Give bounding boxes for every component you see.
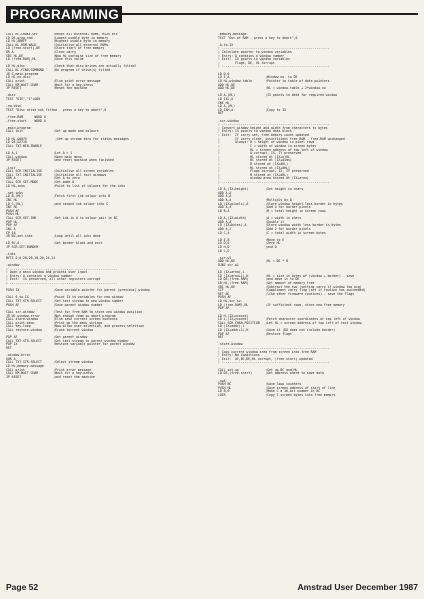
code-line: JP RESET ;and reset the machine xyxy=(6,374,95,379)
code-line: CALL KL.ROM.WALK ;Initialise all external ROMs xyxy=(6,42,109,47)
code-line: LD DE,prog.end ;Lowest usable byte in memory xyxy=(6,35,109,40)
page-footer xyxy=(6,582,418,596)
code-line: ; HL stored at (IX+n)HL xyxy=(218,154,290,159)
code-line: LD A,(IX+height) ;Get height in chars xyxy=(218,187,304,192)
code-line: POP AF ;Get parent window xyxy=(6,335,88,340)
code-line: .scr.window xyxy=(218,118,239,123)
code-line: DJNZ scr.w1 xyxy=(218,263,239,267)
code-line: JR NZ,set.inks ;Loop until all inks done xyxy=(6,234,101,239)
code-line: LD H,(IX+xcoord) xyxy=(218,313,249,318)
code-line: .window xyxy=(6,263,20,267)
code-line: ; HL = screen address of top left of window xyxy=(218,147,328,152)
code-line: RET xyxy=(6,346,12,351)
code-line: PUSH BC ;Save loop counters xyxy=(218,382,302,387)
code-line: LD HL,inks ;Point to list of colours for the inks xyxy=(6,183,126,188)
code-line: LD HL,scr.sv. xyxy=(218,299,243,304)
code-line: RET xyxy=(218,111,224,116)
code-line: CALL window ;Open main menu xyxy=(6,154,82,159)
code-line: ; B stored at (IX+dHL) xyxy=(218,161,288,166)
code-line: LD A,(HL) xyxy=(218,104,236,109)
code-line: LD (IX+addr+1),H ;Save it (DO does not include border) xyxy=(218,327,336,332)
code-line: LD (IX+addr),L xyxy=(218,324,245,329)
code-line: LD B,0 ;Make C a 16-bit number in BC xyxy=(218,389,321,394)
code-line: CALL set.up ;Set up BC and HL xyxy=(218,367,298,372)
code-line: ; Convert window height and width from characters to bytes xyxy=(218,125,328,130)
code-line: SBC HL,DE ;Subtract the two (setting carry if window too big) xyxy=(218,284,362,289)
code-line: LDIR ;Copy C screen bytes into free memory xyxy=(218,392,336,397)
code-line: ; Entry: A contains a window number xyxy=(218,53,285,58)
code-line: .A.to.IX xyxy=(218,42,234,47)
code-line: ADD HL,DE xyxy=(218,82,236,87)
code-line: ; Copy current window area from screen into free RAM xyxy=(218,349,317,354)
header-rule xyxy=(122,13,418,15)
code-line: JR NC,window.error ;Not enough room so abort program xyxy=(6,313,116,318)
code-line: LD (IX+pixels),A ;Store window height less border in bytes xyxy=(218,201,343,206)
code-line: ; --------------------------------------------------------- xyxy=(218,346,330,351)
code-line: INC HL xyxy=(218,100,230,105)
code-line: ADD HL,DE ;HL = window.table + 2*window.no xyxy=(218,86,326,91)
code-line: POP AF xyxy=(218,306,230,311)
code-line: ; Entry: A contains a window number xyxy=(6,273,73,278)
code-line: ; Exit: If carry set, free memory count updated xyxy=(218,133,309,138)
code-line: ; A corrupt, IX, IY preserved xyxy=(218,151,302,156)
code-line: ; --------------------------------------------------------- xyxy=(218,122,330,127)
code-line: CALL print.menu ;Print up the menu strings xyxy=(6,320,103,325)
code-line: TEXT "DIS","C"+&80 xyxy=(6,96,41,101)
code-line: ADD A,2 ;Add 2 for border pixels xyxy=(218,226,311,231)
code-line: ; Flags, DE, HL corrupt xyxy=(218,60,275,65)
code-line: PUSH HL xyxy=(6,212,20,217)
code-line: RET NC ;like other firmware routines) - save the flags xyxy=(218,291,355,296)
code-line: INC HL xyxy=(6,205,18,210)
code-line: ; --------------------------------------------------------- xyxy=(218,360,330,365)
code-line: ; --------------------------------------------------------- xyxy=(218,46,330,51)
code-line: LD D,0 xyxy=(218,71,230,76)
magazine-issue: Amstrad User December 1987 xyxy=(297,582,418,592)
code-line: LD HL,(free.RAM) ;Get amount of memory free xyxy=(218,281,315,286)
code-line: ; Exit: AF,BC,DE,HL corrupt, (free.start) updated xyxy=(218,356,313,361)
code-line: CALL SCR.SET.INK ;Set ink in A to colour pair in BC xyxy=(6,216,118,221)
code-line: CALL KM.WAIT.CHAR ;Wait for a key-press xyxy=(6,82,93,87)
code-line: JP SCR.SET.BORDER xyxy=(6,244,39,249)
code-line: CALL SCR.CHAR.POSITION ;Let HL = screen address of top left of text window xyxy=(218,320,362,325)
code-line: CP 16 xyxy=(6,230,16,235)
code-line: .window.error xyxy=(6,353,31,358)
code-line: POP AF ;Restore flags xyxy=(218,331,292,336)
code-line: LD C,A ;C = total width in screen bytes xyxy=(218,230,326,235)
section-header xyxy=(6,4,418,28)
code-line: ; --------------------------------------------------------- xyxy=(6,281,118,286)
code-line: LD A,(HL) ;IX points to data for required window xyxy=(218,93,338,98)
code-line: ; If carry clear, insufficient free RAM - free.RAM unchanged xyxy=(218,136,345,141)
code-line: CALL TXT.STR.SELECT ;Set text stream to parent window number xyxy=(6,338,129,343)
code-line: ADD A,A ;Multiply by 8 xyxy=(218,198,292,203)
code-line: POP AF xyxy=(6,223,18,228)
code-line: LD DE,&2716 xyxy=(6,140,27,145)
code-line: .disc xyxy=(6,93,16,98)
code-line: XOR A ;Set A to zero xyxy=(6,176,80,181)
code-listing-right-column xyxy=(218,33,418,586)
code-line: ; --------------------------------------------------------- xyxy=(6,266,118,271)
code-line: CALL TXT.STR.SELECT ;Select stream window xyxy=(6,360,93,365)
code-line: CALL scr.window ;Test for free RAM to store new window position xyxy=(6,309,143,314)
code-line: LD DE,(free.start) ;Get address where to save data xyxy=(218,371,324,376)
code-line: TEXT "Disc drive not fitted - press a key to abort",0 xyxy=(6,107,107,112)
code-line: ; window area stored at (IX+area) xyxy=(218,176,309,181)
code-line: XOR A xyxy=(6,356,16,361)
code-line: CALL 6,to.IX ;Point IX to variables for new window xyxy=(6,295,124,300)
code-line: PUSH AF xyxy=(218,295,232,300)
code-line: LD (free.RAM),HL ;Save this value xyxy=(6,57,84,62)
code-line: ; B stored at (IX+dHL) xyxy=(218,172,288,177)
code-line: LD C,(HL) ;and second ink colour into C xyxy=(6,201,109,206)
code-line: LD B,A ;B = total height in screen rows xyxy=(218,208,326,213)
code-line: CCF ;Compliment carry flag (set if routine has succeeded) xyxy=(218,288,366,293)
code-line: ; Exit: IX points to window variables xyxy=(218,57,290,62)
code-line: ADD A,A xyxy=(218,190,232,195)
code-line: JR C,main.program xyxy=(6,71,39,76)
code-line: .main.program xyxy=(6,125,31,130)
code-line: PUSH AF xyxy=(6,208,20,213)
code-line: LD BC,0 ;Set border black and exit xyxy=(6,241,103,246)
code-line: ADD A,4 ;Add 4 for border pixels xyxy=(218,205,311,210)
code-line: PUSH HL ;Save screen address of start of line xyxy=(218,385,336,390)
code-line: POP IX ;Restore variable pointer for parent window xyxy=(6,342,135,347)
code-line: OR A ;Clear carry xyxy=(6,50,76,55)
code-line: ; --------------------------------------------------------- xyxy=(218,64,330,69)
code-line: CALL KM.WAIT.CHAR ;Wait for a key-press xyxy=(6,371,93,376)
code-line: LD HL,no.disc xyxy=(6,75,31,80)
code-line: .no.disc xyxy=(6,104,22,109)
code-line: CALL print ;Else print error message xyxy=(6,78,101,83)
code-line: CALL KL.FIND.COMMAND ;Do program if drive(s) fitted xyxy=(6,68,110,73)
code-line: LD A,(IX+width) ;A = width in chars xyxy=(218,216,302,221)
page-number: Page 52 xyxy=(6,582,39,592)
code-line: ; --------------------------------------------------------- xyxy=(218,179,330,184)
code-listing-left-column xyxy=(6,33,206,586)
code-line: LD (IX+bytes),A ;Store window width less border in bytes xyxy=(218,223,341,228)
code-line: ; Calculate pointer to window variables xyxy=(218,50,292,55)
code-line: ; Entry: IX points to window data block xyxy=(218,129,292,134)
code-line: PUSH AF ;Save parent window number xyxy=(6,302,103,307)
code-line: LD HL,ABBFF ;Highest usable byte in memory xyxy=(6,39,110,44)
code-line: BYTE 0,0,26,26,20,20,24,24 xyxy=(6,255,56,260)
code-line: CALL SCR.SET.MODE ;Set mode 0 xyxy=(6,179,75,184)
code-line: CALL print ;Print error message xyxy=(6,367,92,372)
code-line: ; HL stored at (IX+dHL) xyxy=(218,165,290,170)
code-line: CALL restore.window ;Erase current window xyxy=(6,327,93,332)
code-line: CALL SCR.INITIALISE ;Initialise all screen variables xyxy=(6,169,114,174)
code-line: .store.window xyxy=(218,342,243,347)
code-line: LD (IX+area),L xyxy=(218,270,245,275)
code-line: .set.inks xyxy=(6,190,24,195)
section-title: PROGRAMMING xyxy=(6,6,122,23)
code-line: ; C = width of window in screen bytes xyxy=(218,143,317,148)
code-line: LD E,B ;Move to E xyxy=(218,237,285,242)
code-line: CALL key.loop ;Now allow user selection, and process selection xyxy=(6,324,145,329)
code-line: .sw1 xyxy=(218,378,226,383)
code-line: .scr.w1 xyxy=(218,255,232,260)
code-line: LD L,D xyxy=(218,248,230,253)
code-line: RET xyxy=(218,335,224,340)
code-line: LD D,0 ;Zero HL xyxy=(218,241,281,246)
code-line: ; BC stored at (IX+dims) xyxy=(218,158,292,163)
code-line: TEXT "Out of RAM - press a key to abort",0 xyxy=(218,35,298,40)
code-line: LD IXL,A xyxy=(218,96,234,101)
code-line: LD HL,memory.message xyxy=(6,364,44,369)
code-line: ; Open a menu window and process user input xyxy=(6,270,88,275)
code-line: LD E,A ;Window no. to DE xyxy=(218,75,298,80)
code-line: LD (IX+area+1),H ;HL = size in bytes of (window + border) - save xyxy=(218,273,355,278)
code-line: CALL TXT.INITIALISE ;Initialise all text windows xyxy=(6,172,107,177)
code-line: CALL KL.CHOKE.OFF ;Reset all external ROMs, RSXs etc xyxy=(6,33,118,36)
code-line: LD L,(IX+ycoord) ;Fetch character coordinates of top left of window xyxy=(218,317,360,322)
code-line: ADD A,A ;Double it xyxy=(218,219,285,224)
code-line: LD HL,disc ;Check that disc drives are actually fitted! xyxy=(6,64,137,69)
code-line: JP RESET ;and reset machine when finished xyxy=(6,158,114,163)
code-line: .free.RAM WORD 0 xyxy=(6,115,46,120)
code-line: ADD HL,DE ;HL = DE * B xyxy=(218,259,288,264)
code-line: JP RESET ;Reset the machine xyxy=(6,86,88,91)
code-line: .inks xyxy=(6,252,16,257)
code-line: SBC HL,DE ;Now HL contains size of free memory xyxy=(6,53,122,58)
code-line: POP HL xyxy=(6,219,18,224)
code-line: ; Exit: IX preserved, all other registers corrupt xyxy=(6,277,101,282)
code-line: LD (free.start),DE ;Store start of free memory xyxy=(6,46,105,51)
code-line: ; Entry: No conditions xyxy=(218,353,260,358)
code-line: INC HL xyxy=(6,198,18,203)
code-line: LD DE,(free.RAM) ;and move it to DE xyxy=(218,277,300,282)
code-line: CALL store.window ;Else save current screen contents xyxy=(6,317,118,322)
code-line: LD IXH,A ;Copy to IX xyxy=(218,107,287,112)
code-line: .memory.message xyxy=(218,33,247,36)
code-line: ; Always: B = height of window in pixel rows xyxy=(218,140,315,145)
code-line: LD A,1 ;Let A = 1 xyxy=(6,151,73,156)
code-line: LD (free.RAM),HL ;If sufficient room, store new free memory xyxy=(218,302,345,307)
code-line: CALL TXT.STR.SELECT ;Set text stream to new window number xyxy=(6,299,124,304)
code-line: .init xyxy=(6,165,16,170)
code-line: LD H,D ;and D xyxy=(218,244,277,249)
code-line: LD B,(HL) ;Fetch first ink colour into B xyxy=(6,194,110,199)
code-line: CALL init ;Set up mode and colours xyxy=(6,129,99,134)
code-line: ADD A,A xyxy=(218,194,232,199)
code-line: CALL TXT.WIN.ENABLE xyxy=(6,143,42,148)
code-line: .free.start WORD 0 xyxy=(6,118,46,123)
code-line: INC A xyxy=(6,226,16,231)
code-line: LD HL,window.table ;Pointer to table of data pointers xyxy=(218,78,330,83)
code-line: PUSH IX ;Save variable pointer for parent (previous) window xyxy=(6,288,150,293)
code-line: LD HL,&0075 ;Set up stream zero for status messages xyxy=(6,136,129,141)
code-line: ; Flags corrupt, IX, IY preserved xyxy=(218,169,309,174)
